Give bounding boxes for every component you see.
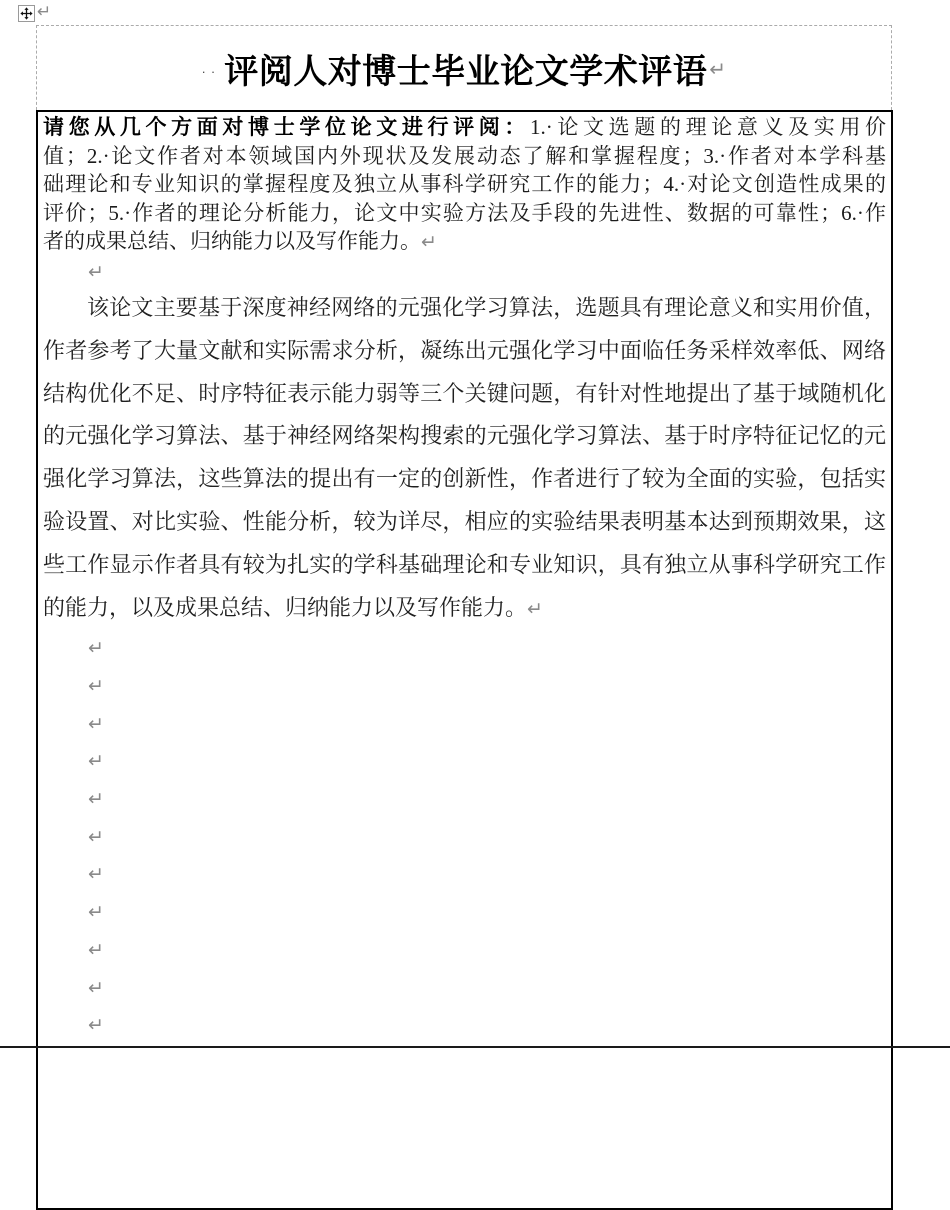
review-line: 作者参考了大量文献和实际需求分析，凝练出元强化学习中面临任务采样效率低、网络 [43,337,886,363]
comment-cell[interactable] [36,110,893,1210]
instructions-last-line: 者的成果总结、归纳能力以及写作能力。 [43,229,421,254]
empty-paragraph [43,630,886,668]
review-line: 强化学习算法，这些算法的提出有一定的创新性，作者进行了较为全面的实验，包括实 [43,466,886,492]
review-paragraph [43,287,886,630]
move-cross-icon [20,7,33,20]
review-line [43,587,886,631]
paragraph-mark-icon: ↵ [88,637,104,660]
instructions-line: 础理论和专业知识的掌握程度及独立从事科学研究工作的能力；4.·对论文创造性成果的 [43,172,886,197]
instructions-intro: 请您从几个方面对博士学位论文进行评阅： [43,115,531,139]
empty-paragraph [43,819,886,857]
page-cut-edge [0,1046,950,1048]
paragraph-mark-icon: ↵ [527,597,543,620]
review-first-line: 该论文主要基于深度神经网络的元强化学习算法，选题具有理论意义和实用价值， [87,294,886,320]
document-title: 评阅人对博士毕业论文学术评语 [224,52,708,91]
empty-paragraph [43,894,886,932]
review-last-line: 的能力，以及成果总结、归纳能力以及写作能力。 [43,594,528,620]
trailing-empty-paragraphs [43,630,886,1045]
paragraph-mark-icon: ↵ [88,976,104,999]
paragraph-mark-icon: ↵ [88,1014,104,1037]
instructions-mid-lines [43,142,886,228]
review-line: 结构优化不足、时序特征表示能力弱等三个关键问题，有针对性地提出了基于域随机化 [43,380,886,406]
paragraph-mark-icon: ↵ [709,56,727,81]
paragraph-mark-icon: ↵ [88,260,104,283]
empty-paragraph [43,706,886,744]
title-line [202,44,727,93]
review-line: 验设置、对比实验、性能分析，较为详尽，相应的实验结果表明基本达到预期效果，这 [43,508,886,534]
paragraph-mark-icon: ↵ [37,2,52,22]
instructions-paragraph [43,113,886,257]
empty-paragraph [43,970,886,1008]
paragraph-mark-icon: ↵ [88,788,104,811]
paragraph-mark-icon: ↵ [421,231,437,254]
empty-paragraph [43,781,886,819]
paragraph-mark-icon: ↵ [88,825,104,848]
paragraph-mark-icon: ↵ [88,675,104,698]
review-line [43,287,886,330]
instructions-line [43,227,886,257]
paragraph-mark-icon: ↵ [88,901,104,924]
space-marks-icon: ·· [201,63,221,79]
title-cell[interactable] [36,25,892,110]
paragraph-mark-icon: ↵ [88,750,104,773]
empty-paragraph [43,856,886,894]
empty-paragraph [43,1007,886,1045]
empty-paragraph [43,932,886,970]
paragraph-mark-icon: ↵ [88,863,104,886]
review-line: 些工作显示作者具有较为扎实的学科基础理论和专业知识，具有独立从事科学研究工作 [43,551,886,577]
instructions-line: 评价；5.·作者的理论分析能力，论文中实验方法及手段的先进性、数据的可靠性；6.·作 [43,200,886,225]
review-line: 的元强化学习算法、基于神经网络架构搜索的元强化学习算法、基于时序特征记忆的元 [43,423,886,449]
paragraph-mark-icon: ↵ [88,712,104,735]
instructions-line1-rest: 1.·论文选题的理论意义及实用价 [530,115,886,139]
review-mid-lines [43,330,886,587]
empty-paragraph [43,668,886,706]
instructions-line [43,113,886,142]
paragraph-mark-icon: ↵ [88,938,104,961]
empty-paragraph [43,743,886,781]
table-move-handle[interactable] [18,5,35,22]
instructions-line: 值；2.·论文作者对本领域国内外现状及发展动态了解和掌握程度；3.·作者对本学科基 [43,143,886,168]
empty-paragraph [43,257,886,287]
